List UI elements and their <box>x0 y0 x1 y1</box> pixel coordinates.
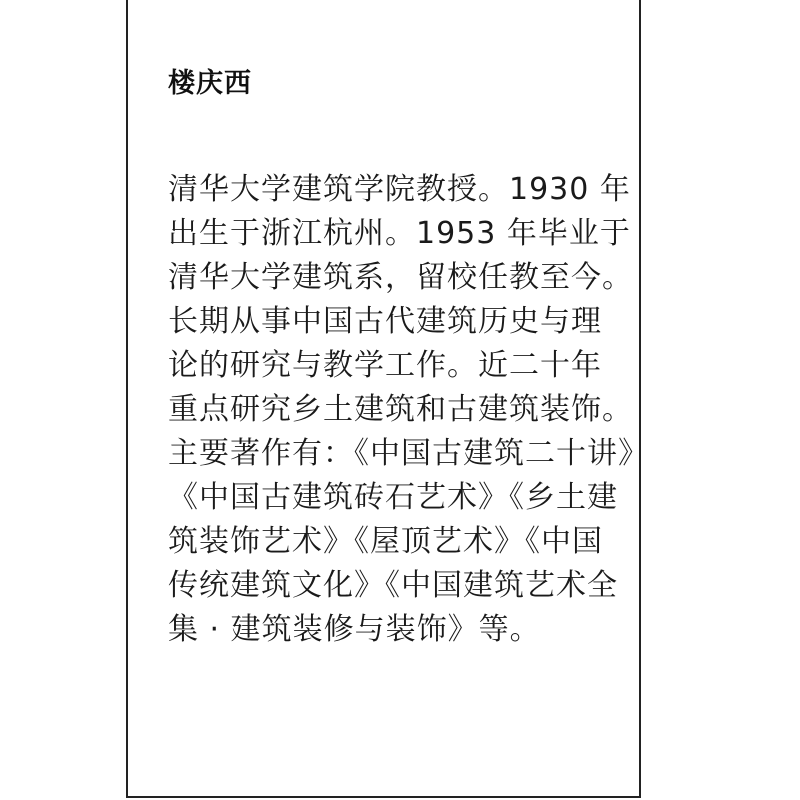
bio-line: 清华大学建筑学院教授。1930 年 <box>168 172 631 207</box>
bio-line: 主要著作有：《中国古建筑二十讲》 <box>168 436 649 471</box>
bio-line: 传统建筑文化》《中国建筑艺术全 <box>168 568 618 603</box>
bio-line: 清华大学建筑系，留校任教至今。 <box>168 260 633 295</box>
bio-line: 筑装饰艺术》《屋顶艺术》《中国 <box>168 524 603 559</box>
bio-line: 出生于浙江杭州。1953 年毕业于 <box>168 216 631 251</box>
bio-line: 长期从事中国古代建筑历史与理 <box>168 304 602 339</box>
bio-line: 论的研究与教学工作。近二十年 <box>168 348 602 383</box>
book-page <box>126 0 649 798</box>
bio-line: 《中国古建筑砖石艺术》《乡土建 <box>168 480 618 515</box>
author-bio <box>168 168 649 652</box>
bio-line: 重点研究乡土建筑和古建筑装饰。 <box>168 392 633 427</box>
bio-line: 集 · 建筑装修与装饰》等。 <box>168 612 541 647</box>
author-name: 楼庆西 <box>168 68 252 99</box>
